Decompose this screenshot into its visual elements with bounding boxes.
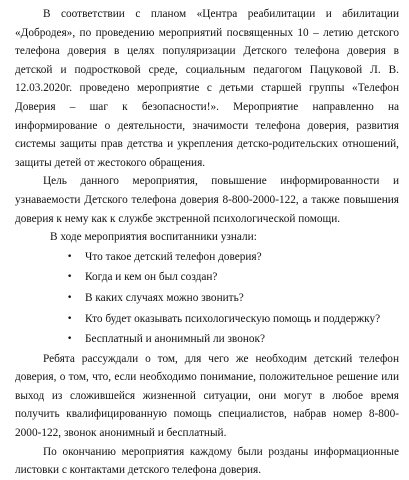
- list-item: [67, 329, 399, 350]
- bullet-icon: •: [67, 292, 73, 303]
- list-item-text: Что такое детский телефон доверия?: [85, 250, 262, 263]
- list-item-text: Когда и кем он был создан?: [85, 271, 218, 284]
- list-item: [67, 247, 399, 268]
- list-item: [67, 267, 399, 288]
- list-item: [67, 309, 399, 330]
- paragraph-intro: В соответствии с планом «Центра реабилитации и абилитации «Добродея», по проведению мероприятий посвященных 10 – летию детского телефона доверия в целях популяризации Детского телефона доверия в детской и подростковой среде, социальным педагогом Пацуковой Л. В. 12.03.2020г. проведено мероприятие с детьми старшей группы «Телефон Доверия – шаг к безопасности!». Мероприятие направленно на информирование о деятельности, значимости телефона доверия, развития системы защиты прав детства и укрепления детско-родительских отношений, защиты детей от жестокого обращения.: [15, 8, 399, 169]
- list-intro: В ходе мероприятия воспитанники узнали:: [50, 231, 257, 244]
- paragraph-conclusion: По окончанию мероприятия каждому были розданы информационные листовки с контактами детского телефона доверия.: [15, 445, 399, 477]
- bullet-icon: •: [67, 334, 73, 345]
- list-item-text: Бесплатный и анонимный ли звонок?: [85, 333, 266, 346]
- list-item: [67, 288, 399, 309]
- bullet-icon: •: [67, 313, 73, 324]
- list-item-text: В каких случаях можно звонить?: [85, 291, 244, 304]
- paragraph-goal: Цель данного мероприятия, повышение информированности и узнаваемости Детского телефона доверия 8-800-2000-122, а также повышения доверия к нему как к службе экстренной психологической помощи.: [15, 175, 399, 225]
- paragraph-discussion: Ребята рассуждали о том, для чего же необходим детский телефон доверия, о том, что, если необходимо понимание, положительное решение или выход из сложившейся жизненной ситуации, они могут в любое время получить квалифицированную помощь специалистов, набрав номер 8-800-2000-122, звонок анонимный и бесплатный.: [15, 352, 399, 440]
- question-list: [15, 247, 399, 350]
- list-item-text: Кто будет оказывать психологическую помощь и поддержку?: [85, 312, 381, 325]
- bullet-icon: •: [67, 272, 73, 283]
- bullet-icon: •: [67, 251, 73, 262]
